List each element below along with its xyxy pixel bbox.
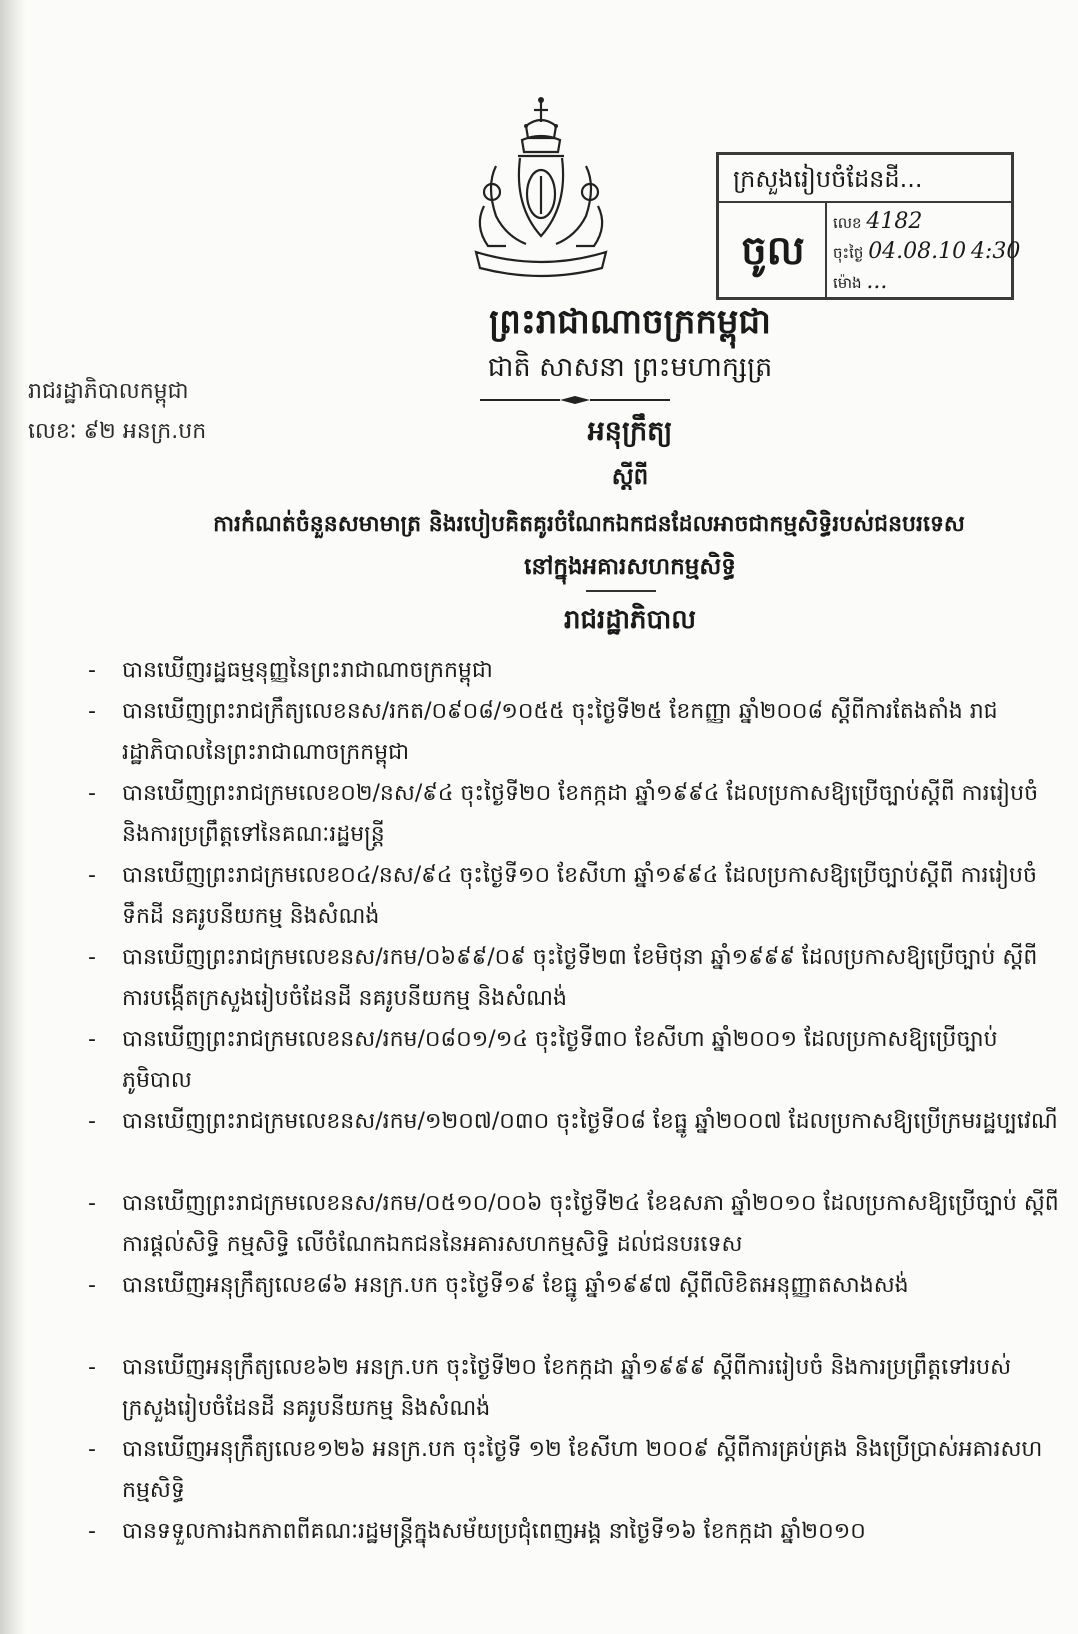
- stamp-number-label: លេខ: [833, 214, 862, 232]
- bullet-dash: -: [88, 1519, 96, 1544]
- list-item: - បានឃើញព្រះរាជក្រមលេខនស/រកម/០៨០១/១៤ ចុះថ្ងៃទី៣០ ខែសីហា ឆ្នាំ២០០១ ដែលប្រកាសឱ្យប្រើច្បាប់ភូមិបាល: [84, 1019, 1064, 1101]
- stamp-date-row: [833, 237, 1021, 267]
- list-item: - បានឃើញព្រះរាជក្រមលេខ០៤/នស/៩៤ ចុះថ្ងៃទី១០ ខែសីហា ឆ្នាំ១៩៩៤ ដែលប្រកាសឱ្យប្រើច្បាប់ស្តីពី ការរៀបចំទឹកដី នគរូបនីយកម្ម និងសំណង់: [84, 855, 1064, 937]
- document-type: អនុក្រឹត្យ: [587, 416, 673, 447]
- list-item: - បានឃើញព្រះរាជក្រមលេខនស/រកម/០៦៩៩/០៩ ចុះថ្ងៃទី២៣ ខែមិថុនា ឆ្នាំ១៩៩៩ ដែលប្រកាសឱ្យប្រើច្បាប់ ស្តីពីការបង្កើតក្រសួងរៀបចំដែនដី នគរូបនីយកម្ម និងសំណង់: [84, 937, 1064, 1019]
- kingdom-heading: ព្រះរាជាណាចក្រកម្ពុជា: [489, 302, 771, 342]
- royal-coat-of-arms-emblem: [466, 96, 616, 286]
- stamp-receiver-label: ម៉ោង: [833, 274, 862, 292]
- stamp-date-label: ចុះថ្ងៃ: [833, 244, 864, 262]
- stamp-divider: [825, 203, 827, 297]
- bullet-dash: -: [88, 1109, 96, 1134]
- stamp-number-value: 4182: [866, 209, 923, 234]
- bullet-dash: -: [88, 1355, 96, 1380]
- bullet-dash: -: [88, 863, 96, 888]
- stamp-receiver-row: [833, 267, 1009, 297]
- bullet-dash: -: [88, 1027, 96, 1052]
- stamp-header: ក្រសួងរៀបចំដែនដី...: [719, 155, 1011, 203]
- about-label: ស្តីពី: [611, 464, 649, 490]
- issuing-authority: រាជរដ្ឋាភិបាល: [563, 605, 697, 635]
- bullet-dash: -: [88, 1191, 96, 1216]
- stamp-receiver-value: ...: [866, 269, 888, 294]
- list-item: - បានឃើញអនុក្រឹត្យលេខ៦២ អនក្រ.បក ចុះថ្ងៃទី២០ ខែកក្កដា ឆ្នាំ១៩៩៩ ស្តីពីការរៀបចំ និងការប្រព្រឹត្តទៅរបស់ក្រសួងរៀបចំដែនដី នគរូបនីយកម្ម និងសំណង់: [84, 1347, 1064, 1429]
- stamp-number-row: [833, 207, 1009, 237]
- ornament-divider: [480, 395, 670, 405]
- title-underline: [586, 590, 656, 592]
- bullet-dash: -: [88, 658, 96, 683]
- list-item: - បានទទួលការឯកភាពពីគណៈរដ្ឋមន្ត្រីក្នុងសម័យប្រជុំពេញអង្គ នាថ្ងៃទី១៦ ខែកក្កដា ឆ្នាំ២០១០: [84, 1511, 1064, 1552]
- document-title-line-2: នៅក្នុងអគារសហកម្មសិទ្ធិ: [524, 554, 736, 580]
- national-motto: ជាតិ សាសនា ព្រះមហាក្សត្រ: [487, 352, 773, 383]
- list-item: - បានឃើញព្រះរាជក្រមលេខនស/រកម/០៥១០/០០៦ ចុះថ្ងៃទី២៤ ខែឧសភា ឆ្នាំ២០១០ ដែលប្រកាសឱ្យប្រើច្បាប់ ស្តីពីការផ្តល់សិទ្ធិ កម្មសិទ្ធិ លើចំណែកឯកជននៃអគារសហកម្មសិទ្ធិ ដល់ជនបរទេស: [84, 1183, 1064, 1265]
- document-title-line-1: ការកំណត់ចំនួនសមាមាត្រ និងរបៀបគិតគូរចំណែកឯកជនដែលអាចជាកម្មសិទ្ធិរបស់ជនបរទេស: [213, 512, 965, 537]
- registry-stamp: [716, 152, 1021, 300]
- reference-number: លេខៈ ៩២ អនក្រ.បក: [28, 419, 207, 444]
- list-item: - បានឃើញព្រះរាជក្រមលេខនស/រកម/១២០៧/០៣០ ចុះថ្ងៃទី០៨ ខែធ្នូ ឆ្នាំ២០០៧ ដែលប្រកាសឱ្យប្រើក្រមរដ្ឋប្បវេណី: [84, 1101, 1064, 1183]
- issuing-office: រាជរដ្ឋាភិបាលកម្ពុជា: [28, 379, 189, 404]
- list-item: - បានឃើញព្រះរាជក្រមលេខ០២/នស/៩៤ ចុះថ្ងៃទី២០ ខែកក្កដា ឆ្នាំ១៩៩៤ ដែលប្រកាសឱ្យប្រើច្បាប់ស្តីពី ការរៀបចំ និងការប្រព្រឹត្តទៅនៃគណៈរដ្ឋមន្ត្រី: [84, 773, 1064, 855]
- bullet-dash: -: [88, 1437, 96, 1462]
- stamp-date-value: 04.08.10: [868, 239, 967, 264]
- stamp-time-value: 4:30: [970, 239, 1021, 264]
- bullet-dash: -: [88, 1273, 96, 1298]
- list-item: - បានឃើញព្រះរាជក្រឹត្យលេខនស/រកត/០៩០៨/១០៥៥ ចុះថ្ងៃទី២៥ ខែកញ្ញា ឆ្នាំ២០០៨ ស្តីពីការតែងតាំង រាជរដ្ឋាភិបាលនៃព្រះរាជាណាចក្រកម្ពុជា: [84, 691, 1064, 773]
- list-item: - បានឃើញអនុក្រឹត្យលេខ៨៦ អនក្រ.បក ចុះថ្ងៃទី១៩ ខែធ្នូ ឆ្នាំ១៩៩៧ ស្តីពីលិខិតអនុញ្ញាតសាងសង់: [84, 1265, 1064, 1347]
- bullet-dash: -: [88, 699, 96, 724]
- list-item: - បានឃើញអនុក្រឹត្យលេខ១២៦ អនក្រ.បក ចុះថ្ងៃទី ១២ ខែសីហា ២០០៩ ស្តីពីការគ្រប់គ្រង និងប្រើប្រាស់អគារសហកម្មសិទ្ធិ: [84, 1429, 1064, 1511]
- visa-list: [84, 650, 1064, 1552]
- stamp-incoming-label: ចូល: [741, 228, 805, 274]
- bullet-dash: -: [88, 781, 96, 806]
- bullet-dash: -: [88, 945, 96, 970]
- list-item: - បានឃើញរដ្ឋធម្មនុញ្ញនៃព្រះរាជាណាចក្រកម្ពុជា: [84, 650, 1064, 691]
